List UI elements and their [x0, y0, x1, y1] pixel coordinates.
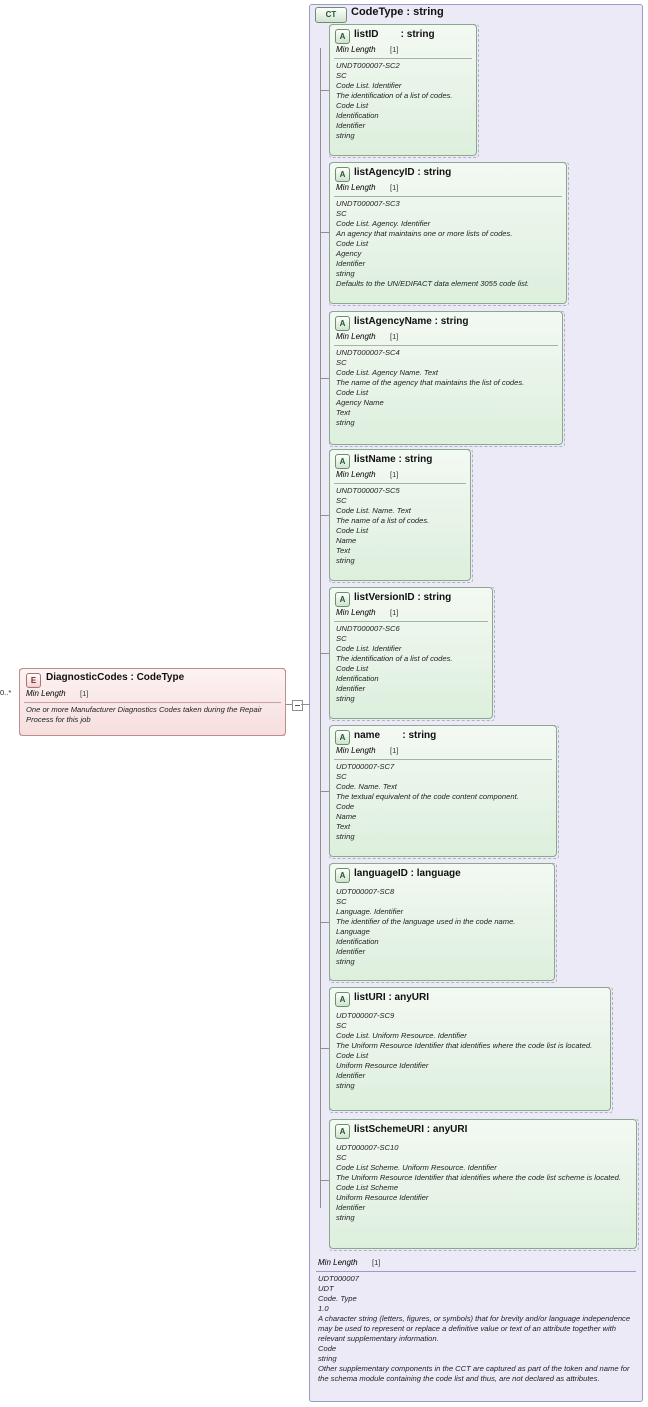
detail-line: UDT [318, 1284, 334, 1293]
detail-line: Code List Scheme [336, 1183, 399, 1192]
detail-line: UNDT000007-SC4 [336, 348, 400, 357]
detail-line: Identification [336, 111, 379, 120]
detail-line: UDT000007-SC7 [336, 762, 395, 771]
detail-line: UNDT000007-SC5 [336, 486, 400, 495]
attribute-listagencyid[interactable] [329, 162, 567, 304]
detail-line: SC [336, 772, 347, 781]
listid-title: listID : string [354, 29, 435, 40]
minlength-cardinality: [1] [372, 1258, 381, 1267]
minlength-cardinality: [1] [80, 689, 89, 698]
listname-minlength-row [334, 470, 466, 484]
listagencyid-header [330, 163, 566, 183]
listversionid-title: listVersionID : string [354, 592, 452, 603]
detail-line: Identifier [336, 121, 366, 130]
element-badge-icon: E [26, 673, 41, 688]
listid-header [330, 25, 476, 45]
attribute-spine [320, 48, 321, 1208]
attribute-badge-icon: A [335, 592, 350, 607]
attribute-languageid[interactable] [329, 863, 555, 981]
detail-line: Code List Scheme. Uniform Resource. Identifier [336, 1163, 497, 1172]
detail-line: string [336, 1081, 355, 1090]
diagnosticcodes-description-block [20, 705, 285, 728]
detail-line: 1.0 [318, 1304, 329, 1313]
connector-line [301, 704, 310, 705]
detail-line: Identifier [336, 259, 366, 268]
listuri-detail-lines [330, 1008, 610, 1094]
name-detail-lines [330, 762, 556, 845]
minlength-label: Min Length [336, 332, 376, 341]
attribute-listschemeuri[interactable] [329, 1119, 637, 1249]
listid-detail-lines [330, 61, 476, 144]
name-title: name : string [354, 730, 437, 741]
detail-line: Identification [336, 937, 379, 946]
listagencyname-title: listAgencyName : string [354, 316, 469, 327]
detail-line: SC [336, 358, 347, 367]
minlength-label: Min Length [336, 470, 376, 479]
listuri-header [330, 988, 610, 1008]
detail-line: Identifier [336, 1203, 366, 1212]
listschemeuri-title: listSchemeURI : anyURI [354, 1124, 468, 1135]
detail-line: UDT000007-SC10 [336, 1143, 399, 1152]
detail-line: Code List. Uniform Resource. Identifier [336, 1031, 467, 1040]
detail-line: The identifier of the language used in the code name. [336, 917, 516, 926]
minlength-label: Min Length [336, 746, 376, 755]
listname-detail-lines [330, 486, 470, 569]
detail-line: SC [336, 496, 347, 505]
detail-line: SC [336, 71, 347, 80]
connector-line [320, 515, 329, 516]
attribute-listid[interactable] [329, 24, 477, 156]
detail-line: Code List. Identifier [336, 644, 402, 653]
detail-line: SC [336, 897, 347, 906]
detail-line: Code. Name. Text [336, 782, 397, 791]
attribute-badge-icon: A [335, 1124, 350, 1139]
detail-line: string [336, 556, 355, 565]
attribute-listversionid[interactable] [329, 587, 493, 719]
languageid-detail-lines [330, 884, 554, 970]
connector-line [320, 653, 329, 654]
detail-line: Code List [336, 388, 369, 397]
detail-line: An agency that maintains one or more lists of codes. [336, 229, 513, 238]
connector-line [320, 378, 329, 379]
diagnosticcodes-minlength-row [24, 689, 281, 703]
detail-line: UNDT000007-SC2 [336, 61, 400, 70]
detail-line: string [318, 1354, 337, 1363]
detail-line: UDT000007 [318, 1274, 359, 1283]
detail-line: Name [336, 812, 357, 821]
listversionid-detail-lines [330, 624, 492, 707]
connector-line [320, 90, 329, 91]
listagencyid-detail-lines [330, 199, 566, 292]
attribute-listuri[interactable] [329, 987, 611, 1111]
languageid-header [330, 864, 554, 884]
detail-line: Other supplementary components in the CCT are captured as part of the token and name for the schema module containing the code list and thus, are not declared as attributes. [318, 1364, 632, 1383]
detail-line: Code List. Identifier [336, 81, 402, 90]
minlength-label: Min Length [336, 183, 376, 192]
detail-line: string [336, 1213, 355, 1222]
detail-line: string [336, 269, 355, 278]
minlength-cardinality: [1] [390, 608, 399, 617]
expand-collapse-toggle[interactable] [292, 700, 303, 711]
attribute-badge-icon: A [335, 868, 350, 883]
attribute-badge-icon: A [335, 167, 350, 182]
detail-line: string [336, 832, 355, 841]
listagencyname-detail-lines [330, 348, 562, 431]
detail-line: SC [336, 1021, 347, 1030]
detail-line: The name of the agency that maintains the list of codes. [336, 378, 525, 387]
minlength-cardinality: [1] [390, 332, 399, 341]
minlength-cardinality: [1] [390, 470, 399, 479]
detail-line: Code List [336, 526, 369, 535]
listagencyname-minlength-row [334, 332, 558, 346]
listschemeuri-header [330, 1120, 636, 1140]
detail-line: UNDT000007-SC6 [336, 624, 400, 633]
minlength-label: Min Length [318, 1258, 358, 1267]
detail-line: UNDT000007-SC3 [336, 199, 400, 208]
detail-line: string [336, 957, 355, 966]
attribute-listagencyname[interactable] [329, 311, 563, 445]
detail-line: Language. Identifier [336, 907, 404, 916]
footer-detail-lines [312, 1274, 640, 1387]
listname-header [330, 450, 470, 470]
listagencyname-header [330, 312, 562, 332]
listschemeuri-detail-lines [330, 1140, 636, 1226]
detail-line: string [336, 418, 355, 427]
minlength-cardinality: [1] [390, 45, 399, 54]
detail-line: Code List [336, 101, 369, 110]
attribute-badge-icon: A [335, 992, 350, 1007]
detail-line: Identifier [336, 1071, 366, 1080]
minlength-label: Min Length [336, 45, 376, 54]
diagnosticcodes-element[interactable] [19, 668, 286, 736]
minlength-cardinality: [1] [390, 746, 399, 755]
listname-title: listName : string [354, 454, 433, 465]
detail-line: string [336, 131, 355, 140]
detail-line: Agency [336, 249, 362, 258]
attribute-badge-icon: A [335, 454, 350, 469]
complex-type-badge-icon: CT [315, 7, 347, 23]
minlength-label: Min Length [336, 608, 376, 617]
detail-line: The name of a list of codes. [336, 516, 430, 525]
listversionid-minlength-row [334, 608, 488, 622]
detail-line: Identifier [336, 684, 366, 693]
connector-line [320, 232, 329, 233]
detail-line: Code List [336, 664, 369, 673]
detail-line: UDT000007-SC9 [336, 1011, 395, 1020]
detail-line: The Uniform Resource Identifier that identifies where the code list scheme is located. [336, 1173, 621, 1182]
detail-line: SC [336, 209, 347, 218]
listversionid-header [330, 588, 492, 608]
listuri-title: listURI : anyURI [354, 992, 430, 1003]
detail-line: Code List. Agency. Identifier [336, 219, 431, 228]
listagencyid-title: listAgencyID : string [354, 167, 452, 178]
codetype-title: CodeType : string [351, 6, 444, 18]
detail-line: Code. Type [318, 1294, 357, 1303]
detail-line: Text [336, 408, 351, 417]
detail-line: The Uniform Resource Identifier that identifies where the code list is located. [336, 1041, 593, 1050]
attribute-badge-icon: A [335, 316, 350, 331]
name-minlength-row [334, 746, 552, 760]
detail-line: Uniform Resource Identifier [336, 1193, 429, 1202]
diagnosticcodes-header [20, 669, 285, 689]
occurrence-indicator: 0..* [0, 688, 12, 697]
detail-line: SC [336, 1153, 347, 1162]
listagencyid-minlength-row [334, 183, 562, 197]
detail-line: Identifier [336, 947, 366, 956]
minlength-cardinality: [1] [390, 183, 399, 192]
detail-line: Agency Name [336, 398, 384, 407]
connector-line [320, 922, 329, 923]
codetype-footer-block [312, 1258, 640, 1400]
detail-line: Text [336, 822, 351, 831]
detail-line: The identification of a list of codes. [336, 654, 453, 663]
detail-line: Text [336, 546, 351, 555]
detail-line: string [336, 694, 355, 703]
detail-line: Language [336, 927, 370, 936]
detail-line: Code List. Name. Text [336, 506, 411, 515]
attribute-badge-icon: A [335, 730, 350, 745]
detail-line: A character string (letters, figures, or symbols) that for brevity and/or language independence may be used to represent or replace a definitive value or text of an attribute together with relevant supplementary information. [318, 1314, 633, 1343]
detail-line: The textual equivalent of the code content component. [336, 792, 519, 801]
detail-line: Defaults to the UN/EDIFACT data element 3055 code list. [336, 279, 530, 288]
codetype-header [309, 4, 643, 24]
connector-line [320, 1180, 329, 1181]
listid-minlength-row [334, 45, 472, 59]
detail-line: Code [318, 1344, 337, 1353]
detail-line: UDT000007-SC8 [336, 887, 395, 896]
connector-line [320, 1048, 329, 1049]
connector-line [320, 791, 329, 792]
minlength-label: Min Length [26, 689, 66, 698]
attribute-badge-icon: A [335, 29, 350, 44]
detail-line: Uniform Resource Identifier [336, 1061, 429, 1070]
detail-line: Code List [336, 1051, 369, 1060]
detail-line: The identification of a list of codes. [336, 91, 453, 100]
footer-minlength-row [316, 1258, 636, 1272]
detail-line: Name [336, 536, 357, 545]
detail-line: SC [336, 634, 347, 643]
attribute-listname[interactable] [329, 449, 471, 581]
detail-line: Identification [336, 674, 379, 683]
attribute-name[interactable] [329, 725, 557, 857]
diagnosticcodes-title: DiagnosticCodes : CodeType [46, 672, 185, 683]
detail-line: Code List. Agency Name. Text [336, 368, 439, 377]
languageid-title: languageID : language [354, 868, 461, 879]
detail-line: Code [336, 802, 355, 811]
name-header [330, 726, 556, 746]
detail-line: Code List [336, 239, 369, 248]
diagnosticcodes-description: One or more Manufacturer Diagnostics Codes taken during the Repair Process for this job [26, 705, 265, 724]
